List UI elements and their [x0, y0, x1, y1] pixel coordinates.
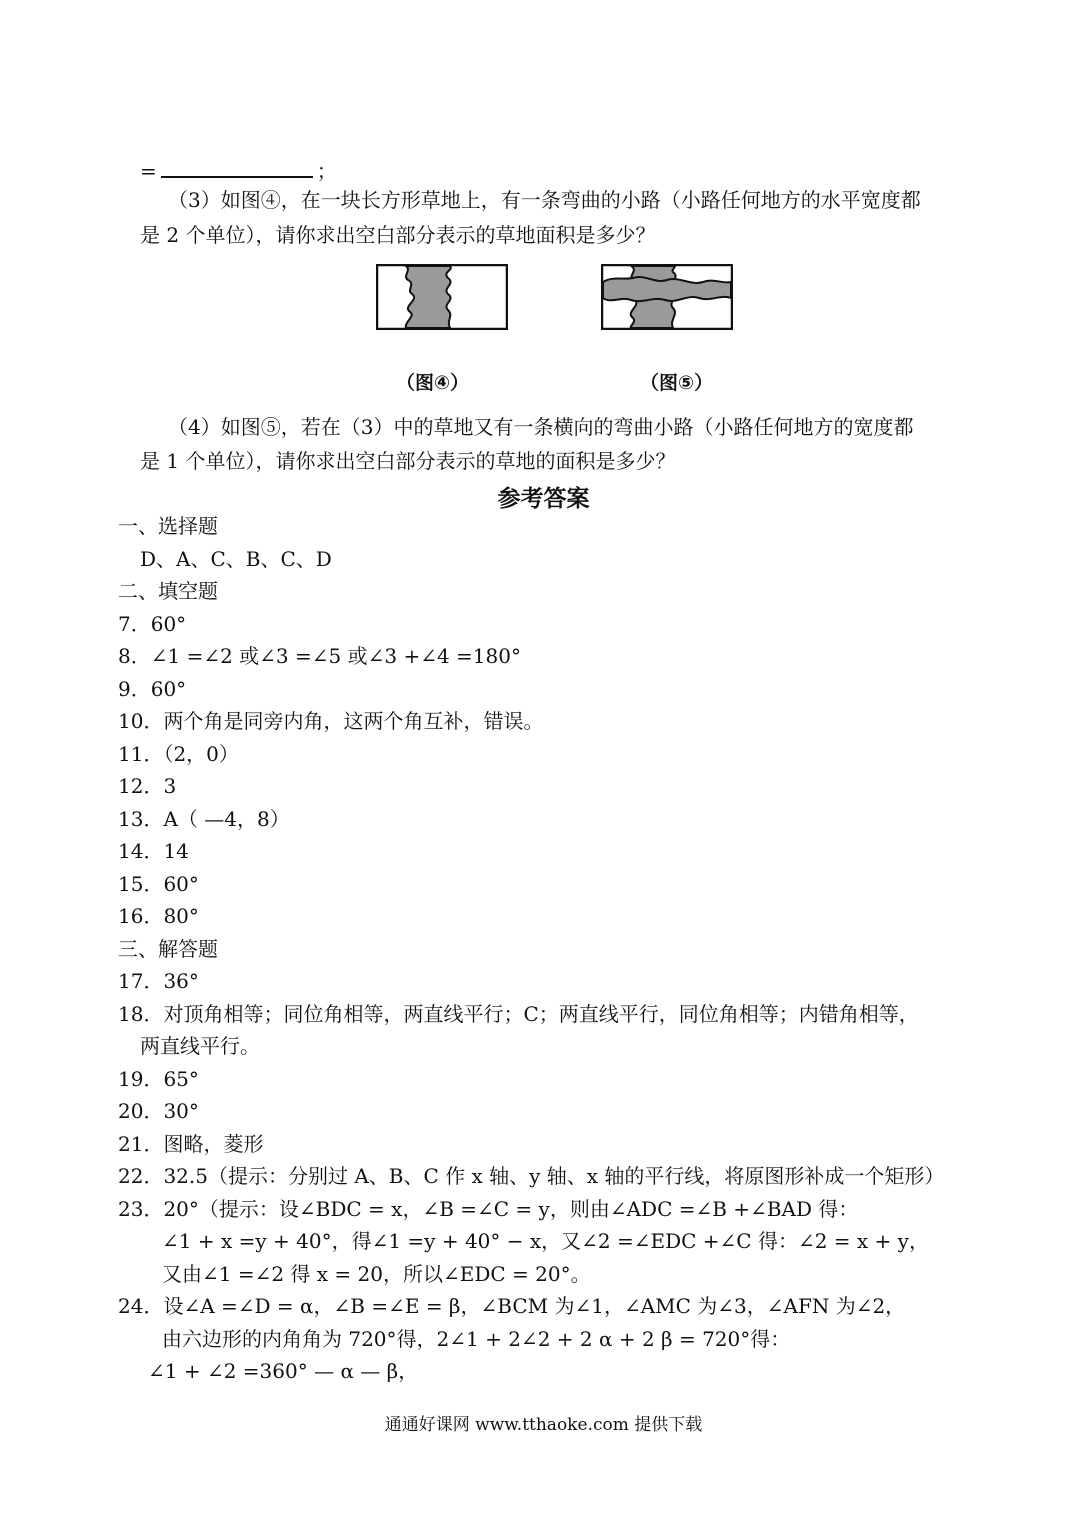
answer-11: 11．（2，0）: [118, 742, 239, 766]
choice-answers: D、A、C、B、C、D: [140, 547, 332, 571]
section-fill-heading: 二、填空题: [118, 579, 218, 603]
section-solve-heading: 三、解答题: [118, 937, 218, 961]
answer-21: 21．图略，菱形: [118, 1132, 264, 1156]
answer-19: 19．65°: [118, 1067, 199, 1091]
answer-22: 22．32.5（提示：分别过 A、B、C 作 x 轴、y 轴、x 轴的平行线，将原图形补成一个矩形）: [118, 1164, 945, 1188]
section-choice-heading: 一、选择题: [118, 514, 218, 538]
answer-24-line-2: 由六边形的内角角为 720°得，2∠1 + 2∠2 + 2 α + 2 β = 720°得：: [162, 1327, 791, 1351]
answer-17: 17．36°: [118, 969, 199, 993]
figure-5-caption: （图⑤）: [640, 372, 714, 394]
answer-14: 14．14: [118, 839, 189, 863]
answer-8: 8．∠1 =∠2 或∠3 =∠5 或∠3 +∠4 =180°: [118, 644, 521, 668]
q3-text-line-2: 是 2 个单位），请你求出空白部分表示的草地面积是多少？: [140, 223, 656, 247]
q4-text-line-1: （4）如图⑤，若在（3）中的草地又有一条横向的弯曲小路（小路任何地方的宽度都: [168, 415, 914, 439]
answer-24-line-1: 24．设∠A =∠D = α，∠B =∠E = β，∠BCM 为∠1，∠AMC 为∠3，∠AFN 为∠2，: [118, 1294, 906, 1318]
figure-4-caption: （图④）: [396, 372, 470, 394]
page-footer: 通通好课网 www.tthaoke.com 提供下载: [384, 1415, 703, 1435]
answer-18-line-2: 两直线平行。: [140, 1034, 260, 1058]
answer-18-line-1: 18．对顶角相等；同位角相等，两直线平行；C；两直线平行，同位角相等；内错角相等，: [118, 1002, 919, 1026]
answer-23-line-1: 23．20°（提示：设∠BDC = x，∠B =∠C = y，则由∠ADC =∠B +∠BAD 得：: [118, 1197, 859, 1221]
q4-text-line-2: 是 1 个单位），请你求出空白部分表示的草地的面积是多少？: [140, 449, 676, 473]
semicolon: ；: [316, 159, 337, 183]
fill-blank-line: [140, 158, 337, 184]
q3-text-line-1: （3）如图④，在一块长方形草地上，有一条弯曲的小路（小路任何地方的水平宽度都: [168, 188, 921, 212]
answer-13: 13．A（ —4，8）: [118, 807, 290, 831]
figure-4: [376, 264, 508, 330]
answer-7: 7．60°: [118, 612, 187, 636]
answer-23-line-3: 又由∠1 =∠2 得 x = 20，所以∠EDC = 20°。: [162, 1262, 591, 1286]
equals-sign: =: [140, 159, 157, 183]
answer-15: 15．60°: [118, 872, 199, 896]
horizontal-path-fig5: [603, 277, 731, 301]
answer-blank: [161, 162, 313, 178]
answer-9: 9．60°: [118, 677, 187, 701]
answer-23-line-2: ∠1 + x =y + 40°，得∠1 =y + 40° − x，又∠2 =∠EDC +∠C 得：∠2 = x + y，: [162, 1229, 929, 1253]
answer-16: 16．80°: [118, 904, 199, 928]
answer-20: 20．30°: [118, 1099, 199, 1123]
answers-title: 参考答案: [497, 486, 590, 512]
answer-12: 12．3: [118, 774, 177, 798]
figure-5: [601, 264, 733, 330]
vertical-path-fig4: [406, 266, 451, 328]
answer-24-line-3: ∠1 + ∠2 =360° — α — β，: [148, 1359, 419, 1383]
answer-10: 10．两个角是同旁内角，这两个角互补，错误。: [118, 709, 544, 733]
